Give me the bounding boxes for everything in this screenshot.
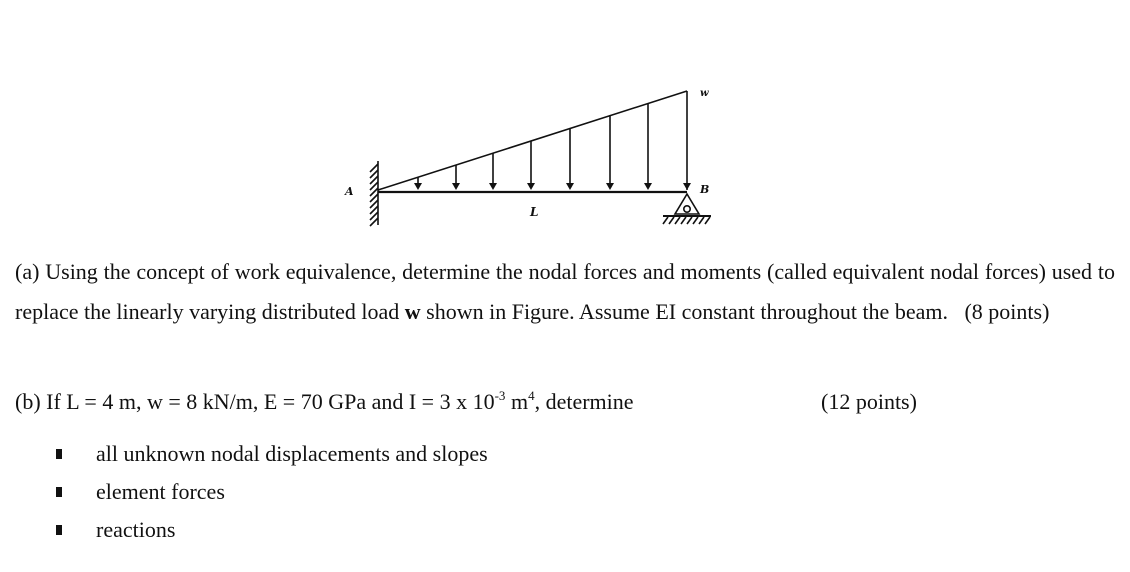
load-arrow — [452, 165, 460, 190]
load-arrows — [414, 103, 691, 190]
load-arrow — [527, 141, 535, 190]
bullet-square-icon — [56, 487, 62, 497]
label-b: B — [700, 183, 710, 196]
distributed-load-outline — [378, 91, 687, 190]
part-a-points: (8 points) — [964, 299, 1050, 324]
part-b-text-2: m — [505, 389, 529, 414]
part-b-text-3: , determine — [534, 389, 634, 414]
part-a-load-symbol: w — [404, 299, 421, 324]
part-b-text: (b) If L = 4 m, w = 8 kN/m, E = 70 GPa and I = 3 x 10 — [15, 389, 495, 414]
beam-figure — [330, 75, 730, 245]
support-b — [663, 194, 711, 224]
fixed-support-a — [370, 161, 378, 226]
label-w: w — [700, 88, 709, 99]
bullet-square-icon — [56, 525, 62, 535]
label-l: L — [530, 205, 539, 219]
question-part-a — [15, 252, 1115, 332]
part-a-text-2: shown in Figure. Assume EI constant throughout the beam. — [420, 299, 948, 324]
load-arrow — [606, 115, 614, 190]
part-a-text: (a) Using the concept of work equivalence, determine the nodal forces and moments (called equivalent nodal forces) used to replace the linearly varying distributed load — [15, 259, 1115, 324]
question-part-b — [15, 382, 1115, 422]
part-b-points: (12 points) — [821, 389, 917, 414]
part-b-exponent-1: -3 — [494, 388, 506, 403]
load-arrow — [566, 128, 574, 190]
list-item-text: reactions — [96, 517, 176, 542]
bullet-square-icon — [56, 449, 62, 459]
load-arrow — [683, 183, 691, 190]
list-item-text: element forces — [96, 479, 225, 504]
list-item — [56, 435, 488, 473]
load-arrow — [489, 153, 497, 190]
part-b-exponent-2: 4 — [528, 388, 535, 403]
bullet-list — [56, 435, 488, 549]
list-item-text: all unknown nodal displacements and slopes — [96, 441, 488, 466]
list-item — [56, 473, 488, 511]
list-item — [56, 511, 488, 549]
load-arrow — [644, 103, 652, 190]
label-a: A — [345, 185, 354, 198]
load-arrow — [414, 177, 422, 190]
